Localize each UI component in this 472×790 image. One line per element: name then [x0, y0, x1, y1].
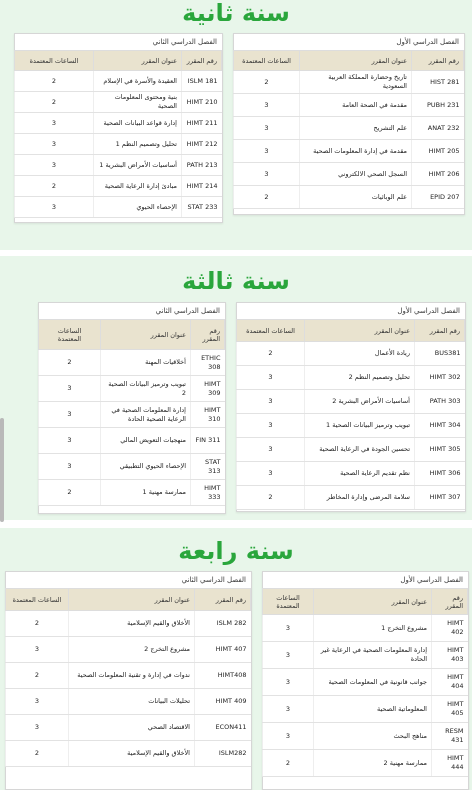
course-hours: 3 [39, 402, 101, 428]
table-row [263, 615, 468, 642]
course-hours: 3 [15, 197, 94, 218]
table-row [237, 414, 465, 438]
col-title: عنوان المقرر [314, 589, 432, 615]
course-title: تبويب وترميز البيانات الصحية 2 [101, 376, 191, 402]
course-hours: 3 [263, 696, 314, 723]
year2-sem2-label: الفصل الدراسي الثاني [152, 38, 217, 46]
table-row [234, 186, 464, 209]
course-title: تبويب وترميز البيانات الصحية 1 [305, 414, 415, 438]
year4-sem1-table [262, 588, 468, 777]
course-hours: 2 [263, 750, 314, 777]
year2-sem2-card [14, 33, 223, 223]
course-code: BUS381 [415, 342, 465, 366]
table-row [263, 669, 468, 696]
course-hours: 3 [15, 113, 94, 134]
course-hours: 3 [237, 438, 305, 462]
course-title: بنية ومحتوى المعلومات الصحية [94, 92, 182, 113]
table-row [39, 376, 225, 402]
course-title: مقدمة في إدارة المعلومات الصحية [300, 140, 412, 163]
course-code: PATH 213 [182, 155, 222, 176]
table-row [15, 155, 222, 176]
table-row [15, 113, 222, 134]
course-title: الإحصاء الحيوي التطبيقي [101, 454, 191, 480]
course-hours: 3 [237, 366, 305, 390]
course-hours: 2 [39, 480, 101, 506]
col-title: عنوان المقرر [101, 320, 191, 350]
course-code: HIMT 407 [195, 637, 251, 663]
course-title: أساسيات الأمراض البشرية 1 [94, 155, 182, 176]
year4-sem1-card [262, 571, 469, 790]
course-code: HIMT 409 [195, 689, 251, 715]
year3-sem2-table [38, 319, 225, 506]
course-hours: 2 [234, 186, 300, 209]
table-row [39, 428, 225, 454]
course-code: ISLM 181 [182, 71, 222, 92]
table-row [6, 637, 251, 663]
table-row [6, 715, 251, 741]
course-code: HIMT 306 [415, 462, 465, 486]
course-code: ANAT 232 [412, 117, 464, 140]
course-hours: 3 [39, 428, 101, 454]
table-row [234, 117, 464, 140]
year3-title: سنة ثالثة [182, 267, 290, 295]
table-row [15, 197, 222, 218]
course-hours: 3 [15, 134, 94, 155]
course-code: HIMT 309 [191, 376, 225, 402]
table-row [39, 480, 225, 506]
table-row [6, 663, 251, 689]
course-title: تاريخ وحضارة المملكة العربية السعودية [300, 71, 412, 94]
course-code: HIMT 310 [191, 402, 225, 428]
table-row [234, 140, 464, 163]
course-hours: 3 [234, 94, 300, 117]
col-title: عنوان المقرر [94, 51, 182, 71]
course-code: HIMT 214 [182, 176, 222, 197]
year3-sem1-label: الفصل الدراسي الأول [397, 307, 460, 315]
course-title: مبادئ إدارة الرعاية الصحية [94, 176, 182, 197]
scrollbar-thumb[interactable] [0, 418, 4, 522]
course-title: جوانب قانونية في المعلومات الصحية [314, 669, 432, 696]
course-hours: 3 [6, 715, 69, 741]
col-code: رقم المقرر [412, 51, 464, 71]
year2-sem1-table [233, 50, 464, 209]
table-row [234, 163, 464, 186]
year4-sem2-label: الفصل الدراسي الثاني [181, 576, 246, 584]
year4-section [0, 528, 472, 790]
course-title: ريادة الأعمال [305, 342, 415, 366]
course-title: علم الوبائيات [300, 186, 412, 209]
course-hours: 3 [263, 669, 314, 696]
table-row [237, 486, 465, 510]
course-hours: 3 [237, 462, 305, 486]
course-code: HIMT 211 [182, 113, 222, 134]
col-hours: الساعات المعتمدة [237, 320, 305, 342]
course-code: STAT 233 [182, 197, 222, 218]
table-row [234, 94, 464, 117]
course-code: ISLM282 [195, 741, 251, 767]
course-code: STAT 313 [191, 454, 225, 480]
year3-sem1-table [236, 319, 465, 510]
course-title: ممارسة مهنية 1 [101, 480, 191, 506]
col-title: عنوان المقرر [300, 51, 412, 71]
course-hours: 3 [263, 723, 314, 750]
col-code: رقم المقرر [432, 589, 468, 615]
table-row [263, 696, 468, 723]
course-title: الإحصاء الحيوي [94, 197, 182, 218]
course-code: ECON411 [195, 715, 251, 741]
col-code: رقم المقرر [191, 320, 225, 350]
year3-sem2-label: الفصل الدراسي الثاني [155, 307, 220, 315]
table-row [263, 642, 468, 669]
course-code: HIMT 304 [415, 414, 465, 438]
course-title: تحسين الجودة في الرعاية الصحية [305, 438, 415, 462]
table-row [237, 342, 465, 366]
table-row [237, 462, 465, 486]
col-title: عنوان المقرر [69, 589, 195, 611]
year2-sem1-card [233, 33, 465, 215]
course-hours: 3 [15, 155, 94, 176]
table-row [6, 611, 251, 637]
course-hours: 2 [6, 741, 69, 767]
course-code: EPID 207 [412, 186, 464, 209]
year2-sem2-table [14, 50, 222, 218]
course-hours: 3 [234, 163, 300, 186]
course-hours: 2 [237, 342, 305, 366]
table-row [237, 438, 465, 462]
course-hours: 3 [237, 390, 305, 414]
course-title: العقيدة والأسرة في الإسلام [94, 71, 182, 92]
course-hours: 2 [15, 71, 94, 92]
year4-sem2-card [5, 571, 252, 790]
col-code: رقم المقرر [195, 589, 251, 611]
table-row [15, 92, 222, 113]
col-code: رقم المقرر [415, 320, 465, 342]
course-hours: 3 [39, 454, 101, 480]
course-title: سلامة المرضى وإدارة المخاطر [305, 486, 415, 510]
course-code: RESM 431 [432, 723, 468, 750]
course-title: أساسيات الأمراض البشرية 2 [305, 390, 415, 414]
course-code: HIMT 206 [412, 163, 464, 186]
course-title: إدارة المعلومات الصحية في الرعاية الصحية الحادة [101, 402, 191, 428]
year4-title: سنة رابعة [178, 537, 294, 565]
course-title: أخلاقيات المهنة [101, 350, 191, 376]
table-row [263, 750, 468, 777]
course-code: HIMT408 [195, 663, 251, 689]
course-title: السجل الصحي الالكتروني [300, 163, 412, 186]
course-hours: 2 [39, 350, 101, 376]
course-title: ممارسة مهنية 2 [314, 750, 432, 777]
course-title: نظم تقديم الرعاية الصحية [305, 462, 415, 486]
course-title: الأخلاق والقيم الإسلامية [69, 611, 195, 637]
course-code: HIMT 305 [415, 438, 465, 462]
course-title: علم التشريح [300, 117, 412, 140]
course-title: تحليلات البيانات [69, 689, 195, 715]
course-hours: 3 [263, 615, 314, 642]
col-hours: الساعات المعتمدة [263, 589, 314, 615]
course-code: HIMT 212 [182, 134, 222, 155]
table-row [15, 134, 222, 155]
table-row [237, 366, 465, 390]
course-code: ETHIC 308 [191, 350, 225, 376]
course-title: مقدمة في الصحة العامة [300, 94, 412, 117]
course-hours: 3 [6, 637, 69, 663]
table-row [15, 176, 222, 197]
course-code: HIMT 404 [432, 669, 468, 696]
course-title: إدارة قواعد البيانات الصحية [94, 113, 182, 134]
course-code: HIST 281 [412, 71, 464, 94]
course-code: FIN 311 [191, 428, 225, 454]
col-hours: الساعات المعتمدة [15, 51, 94, 71]
course-hours: 3 [237, 414, 305, 438]
course-title: إدارة المعلومات الصحية في الرعاية غير الحادة [314, 642, 432, 669]
table-row [15, 71, 222, 92]
course-hours: 2 [15, 176, 94, 197]
course-hours: 2 [15, 92, 94, 113]
course-hours: 3 [234, 140, 300, 163]
course-title: ندوات في إدارة و تقنية المعلومات الصحية [69, 663, 195, 689]
course-code: PATH 303 [415, 390, 465, 414]
course-hours: 2 [237, 486, 305, 510]
course-code: HIMT 333 [191, 480, 225, 506]
table-row [39, 402, 225, 428]
course-hours: 3 [234, 117, 300, 140]
table-row [237, 390, 465, 414]
col-hours: الساعات المعتمدة [6, 589, 69, 611]
course-title: تحليل وتصميم النظم 2 [305, 366, 415, 390]
course-code: ISLM 282 [195, 611, 251, 637]
course-title: مناهج البحث [314, 723, 432, 750]
course-code: HIMT 210 [182, 92, 222, 113]
year2-section [0, 0, 472, 250]
year3-sem1-card [236, 302, 466, 512]
course-title: المعلوماتية الصحية [314, 696, 432, 723]
course-title: الاقتصاد الصحي [69, 715, 195, 741]
course-code: PUBH 231 [412, 94, 464, 117]
course-title: تحليل وتصميم النظم 1 [94, 134, 182, 155]
col-hours: الساعات المعتمدة [234, 51, 300, 71]
course-hours: 2 [234, 71, 300, 94]
year4-sem1-label: الفصل الدراسي الأول [400, 576, 463, 584]
col-title: عنوان المقرر [305, 320, 415, 342]
table-row [263, 723, 468, 750]
table-row [234, 71, 464, 94]
course-hours: 3 [263, 642, 314, 669]
col-code: رقم المقرر [182, 51, 222, 71]
year3-section [0, 256, 472, 520]
course-code: HIMT 402 [432, 615, 468, 642]
year4-sem2-table [5, 588, 251, 767]
course-code: HIMT 307 [415, 486, 465, 510]
year2-title: سنة ثانية [182, 0, 290, 27]
course-code: HIMT 444 [432, 750, 468, 777]
course-title: منهجيات التعويض المالي [101, 428, 191, 454]
course-hours: 3 [6, 689, 69, 715]
year2-sem1-label: الفصل الدراسي الأول [396, 38, 459, 46]
course-hours: 2 [6, 663, 69, 689]
course-title: الأخلاق والقيم الإسلامية [69, 741, 195, 767]
course-title: مشروع التخرج 1 [314, 615, 432, 642]
course-title: مشروع التخرج 2 [69, 637, 195, 663]
course-code: HIMT 302 [415, 366, 465, 390]
course-code: HIMT 205 [412, 140, 464, 163]
year3-sem2-card [38, 302, 226, 514]
course-code: HIMT 403 [432, 642, 468, 669]
course-hours: 2 [6, 611, 69, 637]
course-code: HIMT 405 [432, 696, 468, 723]
course-hours: 3 [39, 376, 101, 402]
table-row [6, 689, 251, 715]
table-row [39, 454, 225, 480]
table-row [6, 741, 251, 767]
col-hours: الساعات المعتمدة [39, 320, 101, 350]
table-row [39, 350, 225, 376]
